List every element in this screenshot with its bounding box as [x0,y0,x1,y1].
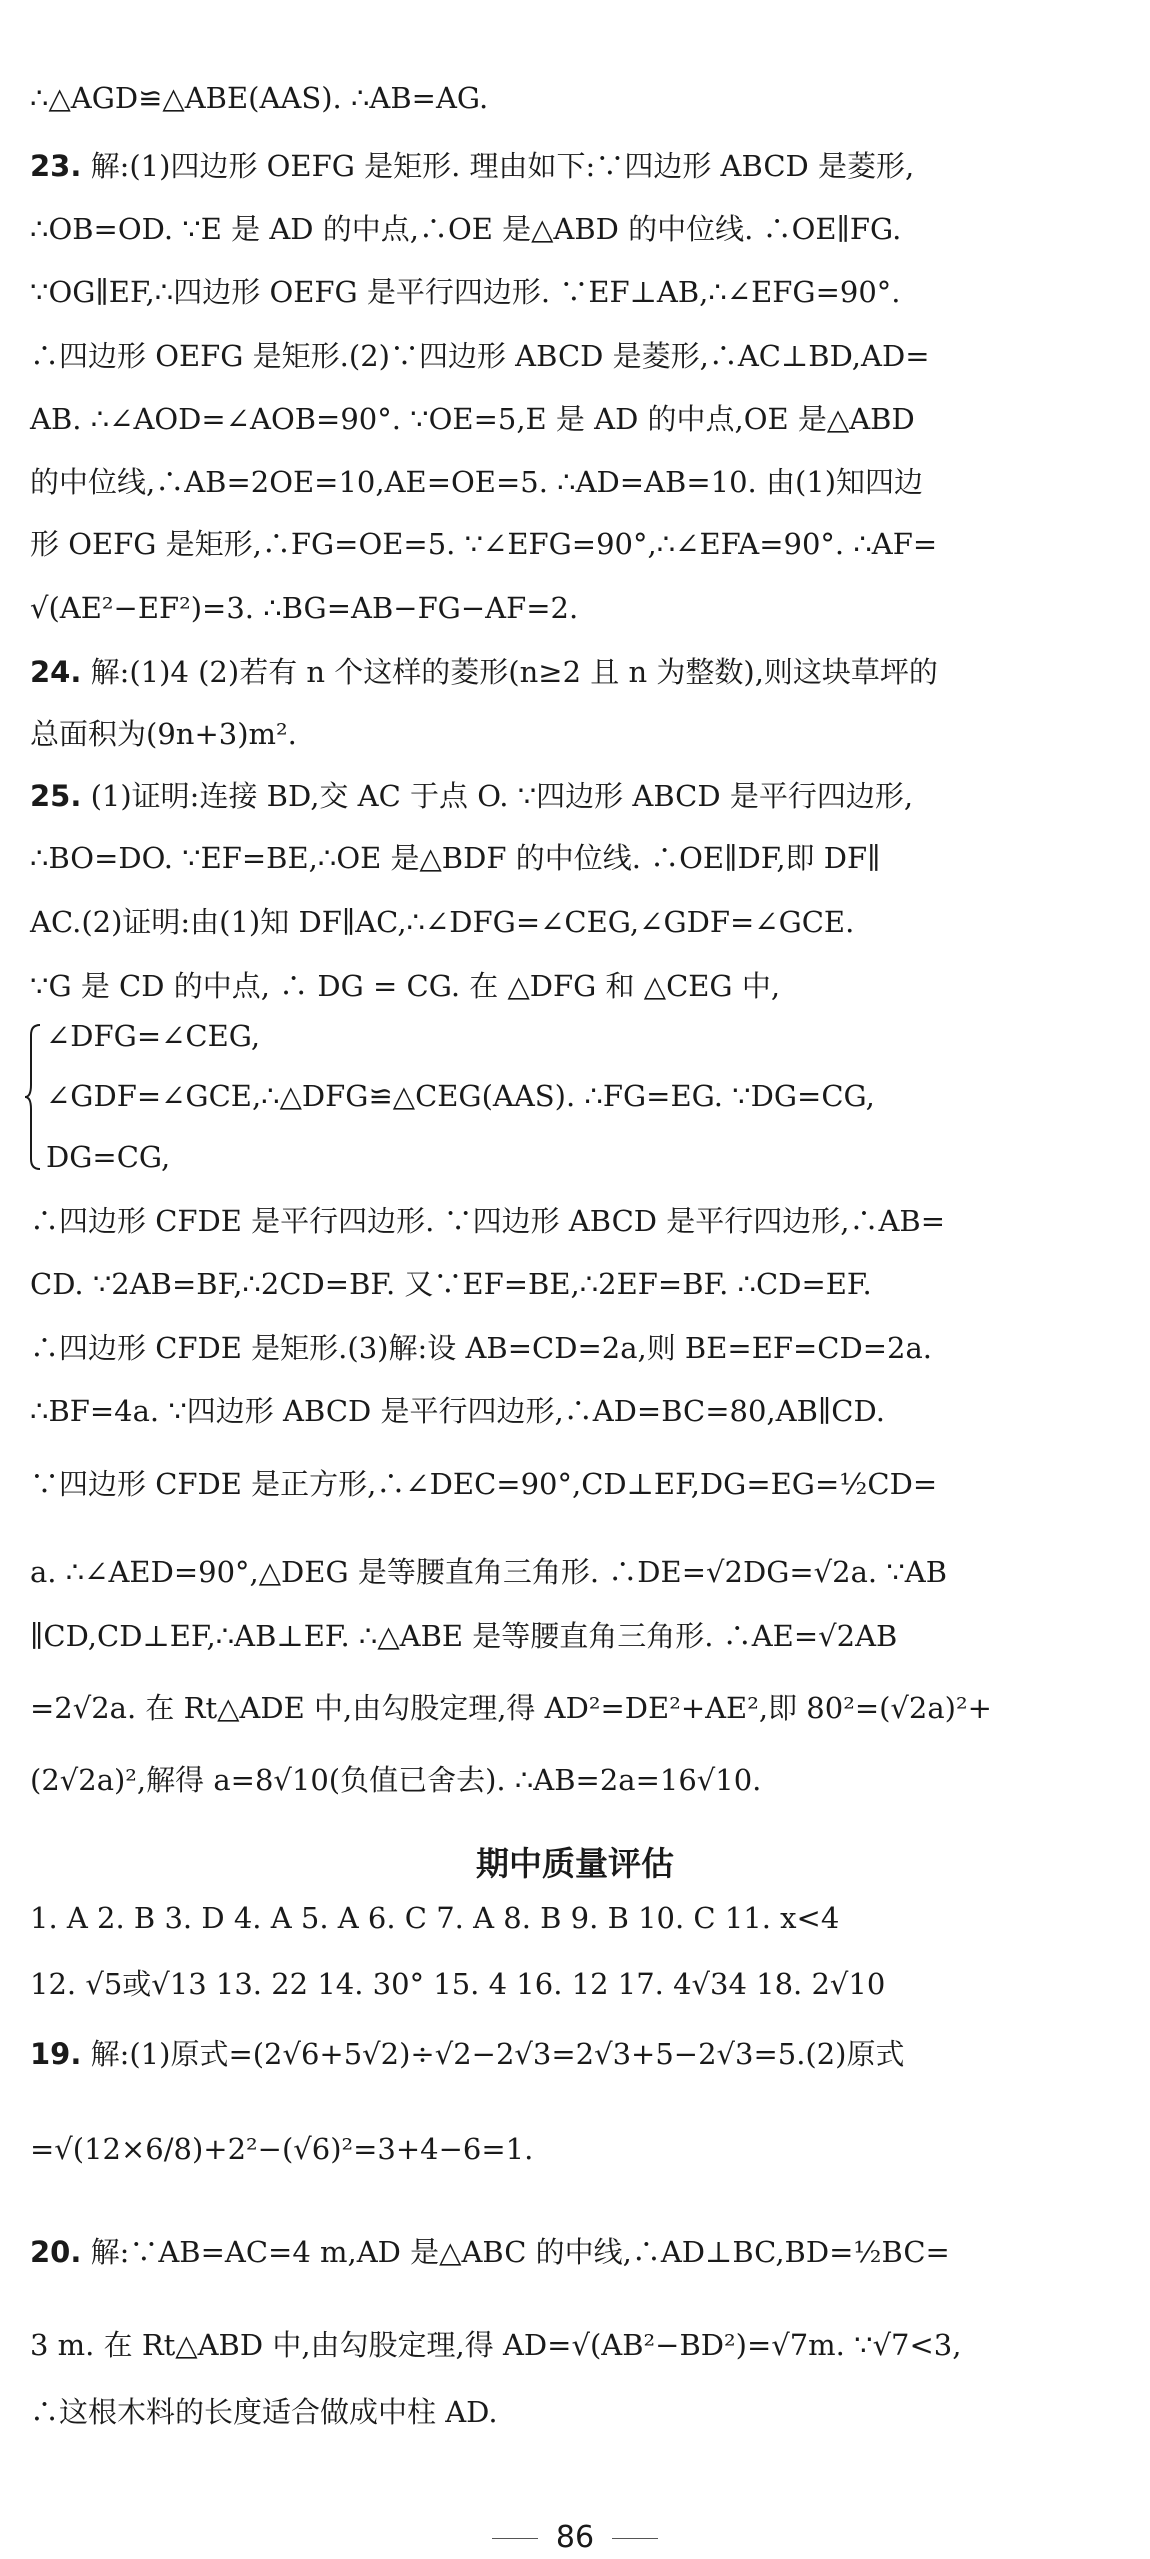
text-line: 的中位线,∴AB=2OE=10,AE=OE=5. ∴AD=AB=10. 由(1)知四边 [30,465,924,499]
system-line: DG=CG, [46,1140,171,1174]
question-25 [30,779,1125,813]
question-number: 20. [30,2235,82,2269]
text-line: ∴四边形 OEFG 是矩形.(2)∵四边形 ABCD 是菱形,∴AC⊥BD,AD= [30,339,930,373]
text-line: ∴四边形 CFDE 是矩形.(3)解:设 AB=CD=2a,则 BE=EF=CD=2a. [30,1331,932,1365]
answer-list: 1. A 2. B 3. D 4. A 5. A 6. C 7. A 8. B 9. B 10. C 11. x<4 [30,1901,840,1935]
text-line: AB. ∴∠AOD=∠AOB=90°. ∵OE=5,E 是 AD 的中点,OE 是△ABD [30,402,915,436]
question-20 [30,2235,1125,2269]
footer-rule [612,2538,658,2539]
text-line: (2√2a)²,解得 a=8√10(负值已舍去). ∴AB=2a=16√10. [30,1763,762,1797]
text-line: 3 m. 在 Rt△ABD 中,由勾股定理,得 AD=√(AB²−BD²)=√7m. ∵√7<3, [30,2328,962,2362]
page-number: 86 [555,2520,595,2555]
left-brace-icon [24,1023,42,1171]
text-line: 解:(1)四边形 OEFG 是矩形. 理由如下:∵四边形 ABCD 是菱形, [90,149,915,183]
text-line: ∴BF=4a. ∵四边形 ABCD 是平行四边形,∴AD=BC=80,AB∥CD. [30,1394,885,1428]
question-23 [30,149,1125,183]
system-line: ∠DFG=∠CEG, [46,1019,261,1053]
text-line: a. ∴∠AED=90°,△DEG 是等腰直角三角形. ∴DE=√2DG=√2a. ∵AB [30,1555,948,1589]
text-line: 解:∵AB=AC=4 m,AD 是△ABC 的中线,∴AD⊥BC,BD=½BC= [90,2235,950,2269]
text-line: 总面积为(9n+3)m². [30,717,297,751]
question-number: 19. [30,2037,82,2071]
footer-rule [492,2538,538,2539]
text-line: ∵G 是 CD 的中点, ∴ DG = CG. 在 △DFG 和 △CEG 中, [30,969,781,1003]
system-line: ∠GDF=∠GCE,∴△DFG≌△CEG(AAS). ∴FG=EG. ∵DG=CG, [46,1079,875,1113]
text-line: ∴这根木料的长度适合做成中柱 AD. [30,2395,498,2429]
question-19 [30,2037,1125,2071]
text-line: =√(12×6/8)+2²−(√6)²=3+4−6=1. [30,2132,534,2166]
section-title: 期中质量评估 [476,1844,674,1883]
question-number: 23. [30,149,82,183]
question-number: 25. [30,779,82,813]
text-line: 解:(1)4 (2)若有 n 个这样的菱形(n≥2 且 n 为整数),则这块草坪的 [90,655,938,689]
text-line: ∥CD,CD⊥EF,∴AB⊥EF. ∴△ABE 是等腰直角三角形. ∴AE=√2AB [30,1619,898,1653]
text-line: ∴OB=OD. ∵E 是 AD 的中点,∴OE 是△ABD 的中位线. ∴OE∥FG. [30,212,902,246]
text-line: (1)证明:连接 BD,交 AC 于点 O. ∵四边形 ABCD 是平行四边形, [90,779,914,813]
page-footer [0,2520,1150,2555]
text-line: ∴四边形 CFDE 是平行四边形. ∵四边形 ABCD 是平行四边形,∴AB= [30,1204,946,1238]
text-line: 解:(1)原式=(2√6+5√2)÷√2−2√3=2√3+5−2√3=5.(2)原式 [90,2037,905,2071]
text-line: √(AE²−EF²)=3. ∴BG=AB−FG−AF=2. [30,591,579,625]
question-number: 24. [30,655,82,689]
text-line: =2√2a. 在 Rt△ADE 中,由勾股定理,得 AD²=DE²+AE²,即 80²=(√2a)²+ [30,1691,992,1725]
question-24 [30,655,1125,689]
text-line: ∴△AGD≌△ABE(AAS). ∴AB=AG. [30,81,489,115]
text-line: ∴BO=DO. ∵EF=BE,∴OE 是△BDF 的中位线. ∴OE∥DF,即 DF∥ [30,841,881,875]
text-line: ∵四边形 CFDE 是正方形,∴∠DEC=90°,CD⊥EF,DG=EG=½CD= [30,1467,938,1501]
text-line: ∵OG∥EF,∴四边形 OEFG 是平行四边形. ∵EF⊥AB,∴∠EFG=90°. [30,275,901,309]
text-line: AC.(2)证明:由(1)知 DF∥AC,∴∠DFG=∠CEG,∠GDF=∠GCE. [30,905,855,939]
text-line: 形 OEFG 是矩形,∴FG=OE=5. ∵∠EFG=90°,∴∠EFA=90°. ∴AF= [30,527,938,561]
text-line: CD. ∵2AB=BF,∴2CD=BF. 又∵EF=BE,∴2EF=BF. ∴CD=EF. [30,1267,872,1301]
answer-list: 12. √5或√13 13. 22 14. 30° 15. 4 16. 12 17. 4√34 18. 2√10 [30,1967,886,2001]
